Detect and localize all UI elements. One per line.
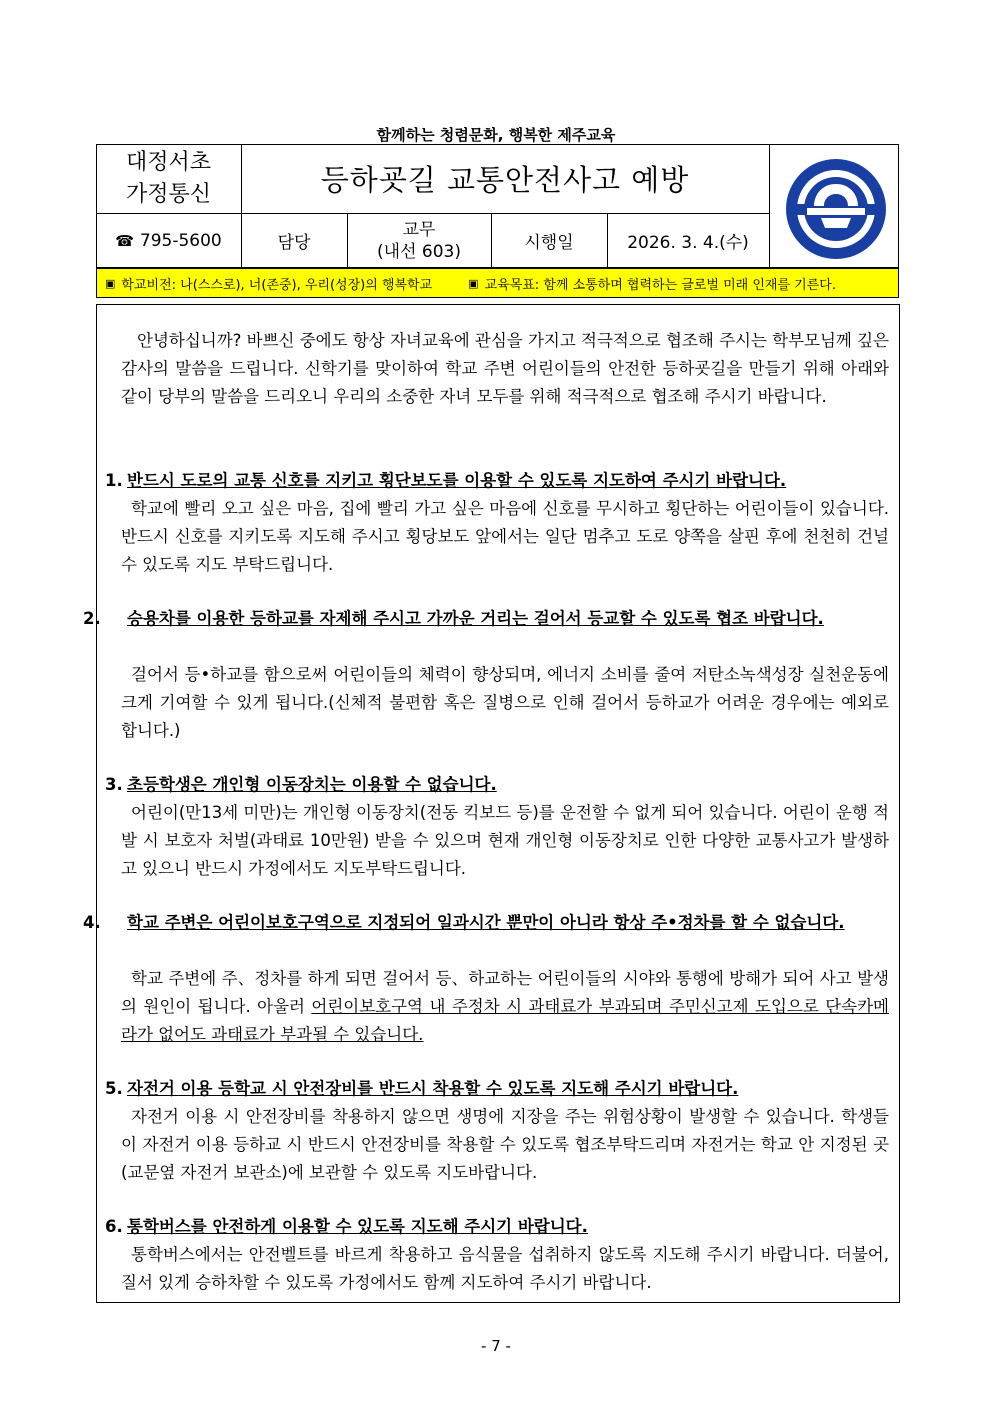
phone-number: 795-5600 [139,230,222,251]
school-line1: 대정서초 [125,149,211,175]
item-heading-text: 학교 주변은 어린이보호구역으로 지정되어 일과시간 뿐만이 아니라 항상 주•정차를 할 수 없습니다. [127,913,845,932]
item-5-heading [105,1075,889,1103]
manager-label: 담당 [277,233,311,253]
item-5-body: 자전거 이용 시 안전장비를 착용하지 않으면 생명에 지장을 주는 위험상황이 발생할 수 있습니다. 학생들이 자전거 이용 등하교 시 반드시 안전장비를 착용할 수 있도록 협조부탁드리며 자전거는 학교 안 지정된 곳(교문옆 자전거 보관소)에 보관할 수 있도록 지도바랍니다. [121,1107,889,1182]
school-name [96,144,241,213]
item-number: 4. [83,913,101,932]
item-1-heading [105,467,889,495]
item-heading-text: 반드시 도로의 교통 신호를 지키고 횡단보도를 이용할 수 있도록 지도하여 주시기 바랍니다. [127,471,787,490]
school-line2: 가정통신 [125,181,211,207]
date-label: 시행일 [524,233,574,253]
department-cell [347,213,491,268]
item-3-heading [105,771,889,799]
item-number: 5. [105,1079,123,1098]
school-emblem-icon [781,154,891,264]
item-number: 2. [83,609,101,628]
item-6-heading [105,1213,889,1241]
item-2-body: 걸어서 등•하교를 함으로써 어린이들의 체력이 향상되며, 에너지 소비를 줄여 저탄소녹색성장 실천운동에 크게 기여할 수 있게 됩니다.(신체적 불편함 혹은 질병으로 인해 걸어서 등하교가 어려운 경우에는 예외로 합니다.) [121,665,889,740]
bullet-icon: ▣ [468,276,479,290]
letter-body [83,304,900,1303]
item-number: 1. [105,471,123,490]
department: 교무 [402,219,436,240]
divider [769,144,770,268]
education-goal: 교육목표: 함께 소통하며 협력하는 글로벌 미래 인재를 기른다. [484,277,836,293]
issue-date: 2026. 3. 4.(수) [627,233,749,253]
vision-banner [96,268,899,298]
fine-notice: 어린이보호구역 내 주정차 시 과태료가 부과되며 주민신고제 도입으로 단속카메라가 없어도 과태료가 부과될 수 있습니다. [121,997,889,1044]
bullet-icon: ▣ [105,276,116,290]
extension: (내선 603) [377,241,461,262]
item-heading-text: 승용차를 이용한 등하교를 자제해 주시고 가까운 거리는 걸어서 등교할 수 있도록 협조 바랍니다. [127,609,824,628]
page-number: - 7 - [481,1337,511,1355]
phone-cell [96,213,241,268]
item-4-heading [83,909,889,937]
school-vision: 학교비전: 나(스스로), 너(존중), 우리(성장)의 행복학교 [121,277,433,293]
telephone-icon: ☎ [115,231,134,250]
item-4-body-text: 학교 주변에 주、정차를 하게 되면 걸어서 등、하교하는 어린이들의 시야와 통행에 방해가 되어 사고 발생의 원인이 됩니다. 아울러 [121,969,889,1016]
page-title: 등하굣길 교통안전사고 예방 [320,163,690,197]
item-heading-text: 통학버스를 안전하게 이용할 수 있도록 지도해 주시기 바랍니다. [127,1217,588,1236]
item-3-body: 어린이(만13세 미만)는 개인형 이동장치(전동 킥보드 등)를 운전할 수 없게 되어 있습니다. 어린이 운행 적발 시 보호자 처벌(과태료 10만원) 받을 수 있으며 현재 개인형 이동장치로 인한 다양한 교통사고가 발생하고 있으니 반드시 가정에서도 지도부탁드립니다. [121,803,889,878]
item-1-body: 학교에 빨리 오고 싶은 마음, 집에 빨리 가고 싶은 마음에 신호를 무시하고 횡단하는 어린이들이 있습니다. 반드시 신호를 지키도록 지도해 주시고 횡당보도 앞에서는 일단 멈추고 도로 양쪽을 살핀 후에 천천히 건널 수 있도록 지도 부탁드립니다. [121,499,889,574]
item-number: 6. [105,1217,123,1236]
item-4-body [121,965,889,1049]
item-6-body: 통학버스에서는 안전벨트를 바르게 착용하고 음식물을 섭취하지 않도록 지도해 주시기 바랍니다. 더불어, 질서 있게 승하차할 수 있도록 가정에서도 함께 지도하여 주시기 바랍니다. [121,1245,889,1292]
item-heading-text: 자전거 이용 등학교 시 안전장비를 반드시 착용할 수 있도록 지도해 주시기 바랍니다. [127,1079,739,1098]
item-2-heading [83,605,889,633]
item-number: 3. [105,775,123,794]
item-heading-text: 초등학생은 개인형 이동장치는 이용할 수 없습니다. [127,775,497,794]
slogan: 함께하는 청렴문화, 행복한 제주교육 [376,126,616,144]
intro-paragraph: 안녕하십니까? 바쁘신 중에도 항상 자녀교육에 관심을 가지고 적극적으로 협조해 주시는 학부모님께 깊은 감사의 말씀을 드립니다. 신학기를 맞이하여 학교 주변 어린이들의 안전한 등하굣길을 만들기 위해 아래와 같이 당부의 말씀을 드리오니 우리의 소중한 자녀 모두를 위해 적극적으로 협조해 주시기 바랍니다. [121,331,889,406]
